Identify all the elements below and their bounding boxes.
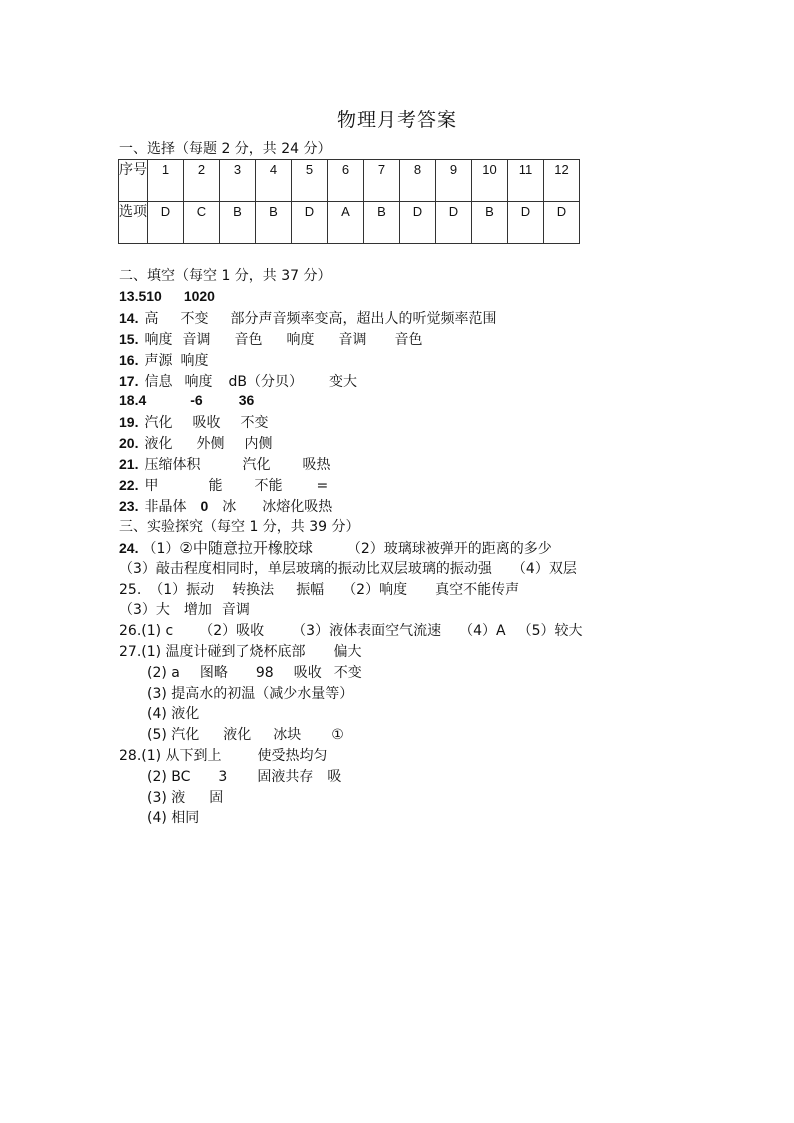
question-number: 7 — [364, 160, 400, 202]
answer-part: 转换法 — [232, 582, 275, 598]
answer-part: 吸热 — [302, 457, 331, 473]
question-number: 8 — [400, 160, 436, 202]
answer-part: 信息 — [144, 374, 173, 390]
question-number: 26. — [119, 623, 142, 639]
table-row-answers — [119, 202, 580, 244]
question-number: 28. — [119, 748, 142, 764]
question-number: 4 — [256, 160, 292, 202]
answer-line-28 — [119, 745, 328, 765]
answer-part: (3) 液 — [147, 790, 186, 806]
question-number: 9 — [436, 160, 472, 202]
question-number: 6 — [328, 160, 364, 202]
question-number: 14. — [119, 310, 139, 326]
answer-cell: B — [220, 202, 256, 244]
question-number: 18. — [119, 392, 139, 408]
answer-part: 响度 — [144, 332, 173, 348]
question-number: 15. — [119, 331, 139, 347]
answer-part: 冰块 — [273, 727, 302, 743]
question-number: 16. — [119, 352, 139, 368]
answer-part: 汽化 — [144, 415, 173, 431]
answer-part: 非晶体 — [144, 499, 187, 515]
answer-line-17 — [119, 371, 357, 391]
answer-line-14 — [119, 308, 496, 328]
answer-line-21 — [119, 454, 330, 474]
answer-line-27-3: (3) 提高水的初温（减少水量等） — [147, 686, 354, 702]
answer-line-19 — [119, 412, 268, 432]
answer-part: （1） — [142, 541, 180, 557]
answer-part: 3 — [218, 769, 228, 785]
answer-line-18 — [119, 392, 254, 409]
answer-part: 偏大 — [333, 644, 362, 660]
question-number: 3 — [220, 160, 256, 202]
question-number: 2 — [184, 160, 220, 202]
answer-part: 甲 — [144, 478, 159, 494]
answer-line-28-3 — [147, 787, 223, 807]
answer-part: 增加 — [183, 602, 212, 618]
question-number: 5 — [292, 160, 328, 202]
row-header-answer: 选项 — [119, 202, 148, 244]
question-number: 24. — [119, 540, 139, 556]
answer-part: ① — [331, 727, 344, 743]
answer-part: 固 — [209, 790, 224, 806]
question-number: 19. — [119, 414, 139, 430]
question-number: 1 — [148, 160, 184, 202]
answer-part: dB（分贝） — [228, 374, 303, 390]
answer-line-24 — [119, 537, 552, 558]
answer-part: （1）振动 — [149, 582, 215, 598]
answer-part: 冰 — [222, 499, 237, 515]
answer-part: (1) c — [141, 623, 174, 639]
answer-part: (2) a — [147, 665, 180, 681]
answer-line-24-cont — [119, 558, 577, 578]
answer-cell: C — [184, 202, 220, 244]
question-number: 20. — [119, 435, 139, 451]
answer-part: 36 — [238, 392, 255, 408]
answer-part: 高 — [144, 311, 159, 327]
answer-line-20 — [119, 433, 272, 453]
section2-heading: 二、填空（每空 1 分，共 37 分） — [119, 268, 332, 284]
answer-cell: D — [508, 202, 544, 244]
answer-part: （2）吸收 — [199, 623, 265, 639]
answer-part: 吸 — [327, 769, 342, 785]
answer-cell: B — [364, 202, 400, 244]
answer-line-25 — [119, 579, 519, 599]
answer-cell: D — [436, 202, 472, 244]
answer-line-27-2 — [147, 662, 362, 682]
answer-part: 内侧 — [244, 436, 273, 452]
question-number: 22. — [119, 477, 139, 493]
answer-cell: A — [328, 202, 364, 244]
question-number: 10 — [472, 160, 508, 202]
answer-part: 响度 — [184, 374, 213, 390]
answer-cell: D — [544, 202, 580, 244]
answer-part: 冰熔化吸热 — [262, 499, 333, 515]
answer-part: 液化 — [144, 436, 173, 452]
answer-cell: D — [400, 202, 436, 244]
answer-part: 1020 — [183, 288, 215, 304]
row-header-number: 序号 — [119, 160, 148, 202]
answer-line-27-5 — [147, 724, 344, 744]
answer-part: 真空不能传声 — [435, 582, 520, 598]
answer-part: 压缩体积 — [144, 457, 201, 473]
answer-line-22 — [119, 475, 328, 495]
question-number: 11 — [508, 160, 544, 202]
answer-part: 音色 — [234, 332, 263, 348]
answer-part: 音调 — [182, 332, 211, 348]
answer-part: 响度 — [286, 332, 315, 348]
answer-line-27-4: (4) 液化 — [147, 706, 200, 722]
answer-part: 不能 — [254, 478, 283, 494]
answer-part: 外侧 — [196, 436, 225, 452]
answer-line-26 — [119, 620, 583, 640]
answer-cell: B — [256, 202, 292, 244]
answer-part: （3）敲击程度相同时，单层玻璃的振动比双层玻璃的振动强 — [119, 561, 492, 577]
question-number: 21. — [119, 456, 139, 472]
question-number: 17. — [119, 373, 139, 389]
question-number: 27. — [119, 644, 142, 660]
answer-part: 98 — [255, 665, 274, 681]
answer-part: 不变 — [180, 311, 209, 327]
answer-part: 4 — [138, 392, 147, 408]
answer-part: （5）较大 — [517, 623, 583, 639]
answer-line-15 — [119, 329, 422, 349]
answer-part: 不变 — [333, 665, 362, 681]
question-number: 25. — [119, 582, 142, 598]
answer-part: 0 — [200, 498, 209, 514]
section3-heading: 三、实验探究（每空 1 分，共 39 分） — [119, 519, 360, 535]
answer-line-23 — [119, 496, 332, 516]
answer-part: （3）液体表面空气流速 — [292, 623, 442, 639]
question-number: 12 — [544, 160, 580, 202]
answer-part: （3）大 — [119, 602, 170, 618]
answer-part: ②中随意拉开橡胶球 — [179, 539, 313, 557]
answer-cell: B — [472, 202, 508, 244]
answer-line-13 — [119, 288, 215, 305]
answer-part: 使受热均匀 — [257, 748, 328, 764]
answer-part: 变大 — [328, 374, 357, 390]
table-row-numbers — [119, 160, 580, 202]
answer-part: -6 — [190, 392, 203, 408]
answer-part: (1) 从下到上 — [141, 748, 222, 764]
answer-part: 音色 — [394, 332, 423, 348]
answer-line-28-2 — [147, 766, 341, 786]
answer-part: 音调 — [338, 332, 367, 348]
answer-part: (5) 汽化 — [147, 727, 200, 743]
answer-part: （2）玻璃球被弹开的距离的多少 — [346, 541, 552, 557]
answer-part: 吸收 — [192, 415, 221, 431]
answer-part: 音调 — [221, 602, 250, 618]
answer-part: （4）双层 — [511, 561, 577, 577]
answer-part: 不变 — [240, 415, 269, 431]
question-number: 23. — [119, 498, 139, 514]
answer-line-25-cont — [119, 599, 250, 619]
answer-part: 部分声音频率变高，超出人的听觉频率范围 — [230, 311, 497, 327]
answer-part: (2) BC — [147, 769, 191, 785]
page-title: 物理月考答案 — [336, 109, 457, 131]
section1-heading: 一、选择（每题 2 分，共 24 分） — [119, 141, 332, 157]
question-number: 13. — [119, 288, 139, 304]
answer-line-16 — [119, 350, 208, 370]
answer-part: 能 — [208, 478, 223, 494]
answer-line-28-4: (4) 相同 — [147, 810, 200, 826]
answer-part: (1) 温度计碰到了烧杯底部 — [141, 644, 306, 660]
answer-part: 图略 — [199, 665, 228, 681]
answer-part: 固液共存 — [257, 769, 314, 785]
answer-part: 液化 — [223, 727, 252, 743]
answer-part: 吸收 — [293, 665, 322, 681]
answer-part: 510 — [138, 288, 162, 304]
answer-part: 汽化 — [242, 457, 271, 473]
answer-part: 响度 — [180, 353, 209, 369]
answer-table — [118, 159, 580, 244]
answer-cell: D — [148, 202, 184, 244]
answer-part: 振幅 — [296, 582, 325, 598]
answer-part: （4）A — [459, 623, 506, 639]
answer-cell: D — [292, 202, 328, 244]
answer-part: = — [316, 478, 329, 494]
answer-line-27 — [119, 641, 362, 661]
answer-part: 声源 — [144, 353, 173, 369]
answer-part: （2）响度 — [342, 582, 408, 598]
